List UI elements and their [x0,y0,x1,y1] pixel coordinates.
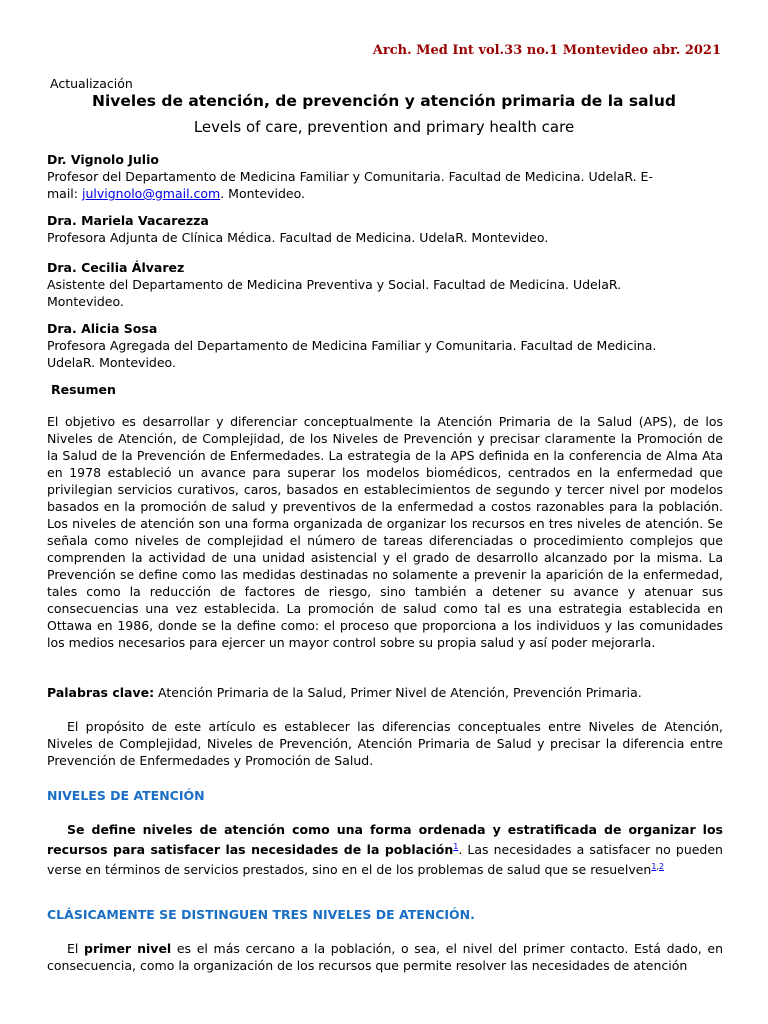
author-block [47,212,723,246]
author-block [47,259,723,310]
author-affiliation [47,168,723,202]
definition-text: . Las necesidades a satisfacer no pueden verse en términos de servicios prestados, sino en el de los problemas de salud que se resuelven [47,842,723,878]
section-heading-clasicamente: CLÁSICAMENTE SE DISTINGUEN TRES NIVELES DE ATENCIÓN. [47,907,475,922]
affiliation-text: Profesora Agregada del Departamento de Medicina Familiar y Comunitaria. Facultad de Medicina. [47,338,657,353]
reference-link[interactable]: 1 [651,862,657,872]
affiliation-text: UdelaR. Montevideo. [47,355,176,370]
author-block [47,151,723,202]
author-affiliation [47,337,723,371]
affiliation-text: mail: [47,186,82,201]
purpose-paragraph: El propósito de este artículo es establecer las diferencias conceptuales entre Niveles de Atención, Niveles de Complejidad, Niveles de Prevención, Atención Primaria de Salud y precisar la diferencia entre Prevención de Enfermedades y Promoción de Salud. [47,719,723,768]
journal-citation: Arch. Med Int vol.33 no.1 Montevideo abr. 2021 [372,43,721,58]
author-block [47,320,723,371]
affiliation-text: Montevideo. [47,294,124,309]
definition-paragraph [47,821,723,878]
reference-link[interactable]: 2 [659,862,665,872]
section-label: Actualización [50,76,133,91]
definition-bold-text: Se define niveles de atención como una forma ordenada y estratificada de organizar los recursos para satisfacer las necesidades de la población [47,822,723,858]
author-name: Dra. Alicia Sosa [47,321,158,336]
article-title: Niveles de atención, de prevención y atención primaria de la salud [92,92,676,110]
author-name: Dra. Mariela Vacarezza [47,213,209,228]
keywords-text: Atención Primaria de la Salud, Primer Nivel de Atención, Prevención Primaria. [154,685,642,700]
author-name: Dra. Cecilia Álvarez [47,260,185,275]
section-heading-niveles: NIVELES DE ATENCIÓN [47,788,205,803]
abstract-text: El objetivo es desarrollar y diferenciar conceptualmente la Atención Primaria de la Salud (APS), de los Niveles de Atención, de Complejidad, de los Niveles de Prevención y precisar claramente la Promoción de la Salud de la Prevención de Enfermedades. La estrategia de la APS definida en la conferencia de Alma Ata en 1978 estableció un avance para superar los modelos biomédicos, centrados en la enfermedad que privilegian servicios curativos, caros, basados en establecimientos de segundo y tercer nivel por modelos basados en la promoción de salud y preventivos de la enfermedad a costos razonables para la población. Los niveles de atención son una forma organizada de organizar los recursos en tres niveles de atención. Se señala como niveles de complejidad el número de tareas diferenciadas o procedimiento complejos que comprenden la actividad de una unidad asistencial y el grado de desarrollo alcanzado por la misma. La Prevención se define como las medidas destinadas no solamente a prevenir la aparición de la enfermedad, tales como la reducción de factores de riesgo, sino también a detener su avance y atenuar sus consecuencias una vez establecida. La promoción de salud como tal es una estrategia establecida en Ottawa en 1986, donde se la define como: el proceso que proporciona a los individuos y las comunidades los medios necesarios para ejercer un mayor control sobre su propia salud y así poder mejorarla. [47,414,723,650]
author-affiliation [47,276,723,310]
author-email-link[interactable]: julvignolo@gmail.com [81,186,221,201]
primer-nivel-paragraph [47,940,723,974]
keywords-label: Palabras clave: [47,685,155,700]
author-name: Dr. Vignolo Julio [47,152,159,167]
affiliation-text: Profesor del Departamento de Medicina Familiar y Comunitaria. Facultad de Medicina. UdelaR. E- [47,169,653,184]
abstract-heading-text: Resumen [51,382,116,397]
abstract-heading [51,381,727,398]
paragraph-text: es el más cercano a la población, o sea, el nivel del primer contacto. Está dado, en consecuencia, como la organización de los recursos que permite resolver las necesidades de atención [47,941,723,973]
keywords [47,684,723,701]
paragraph-text: El [67,941,85,956]
reference-link[interactable]: 1 [453,842,459,851]
affiliation-text: . Montevideo. [220,186,306,201]
primer-nivel-bold: primer nivel [84,941,172,956]
author-affiliation: Profesora Adjunta de Clínica Médica. Facultad de Medicina. UdelaR. Montevideo. [47,230,549,245]
affiliation-text: Asistente del Departamento de Medicina Preventiva y Social. Facultad de Medicina. UdelaR. [47,277,622,292]
article-subtitle: Levels of care, prevention and primary health care [193,118,575,136]
reference-separator: , [656,862,659,872]
